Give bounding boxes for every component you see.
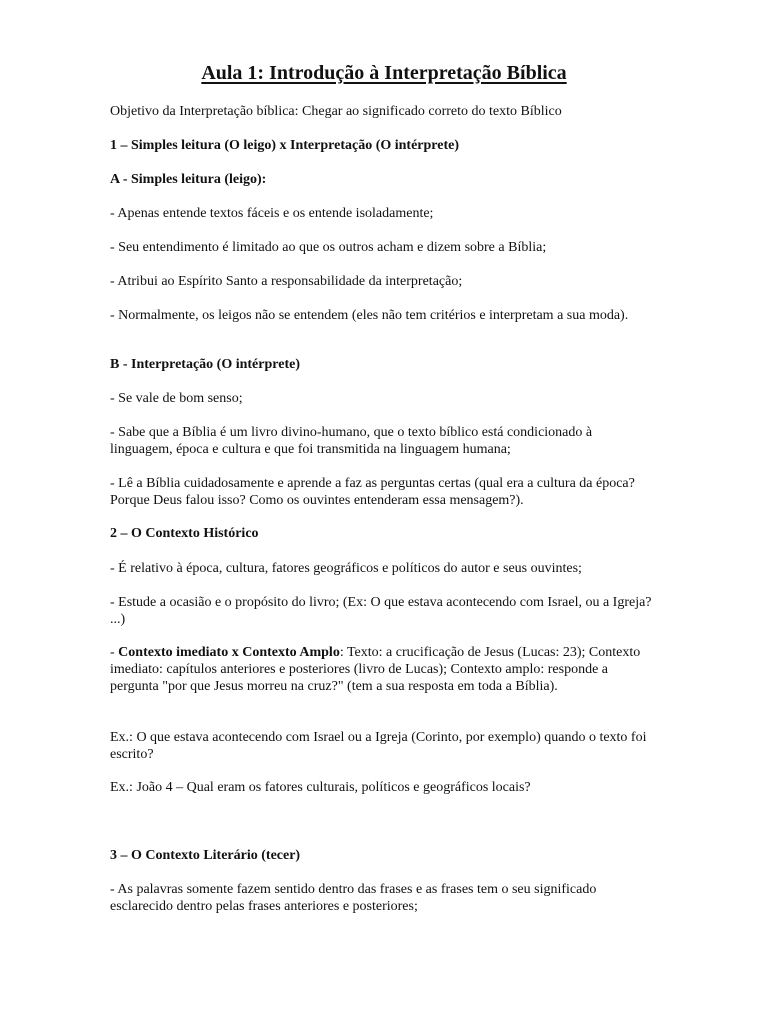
context-bold-term: Contexto imediato x Contexto Amplo — [118, 645, 340, 660]
document-title: Aula 1: Introdução à Interpretação Bíblica — [201, 62, 567, 84]
list-item: - Se vale de bom senso; — [110, 391, 243, 406]
list-item: - Lê a Bíblia cuidadosamente e aprende a faz as perguntas certas (qual era a cultura da época? Porque Deus falou isso? Como os ouvintes entenderam essa mensagem?). — [110, 476, 635, 508]
context-paragraph — [110, 644, 655, 695]
section-3-heading: 3 – O Contexto Literário (tecer) — [110, 848, 301, 863]
list-item: - É relativo à época, cultura, fatores geográficos e políticos do autor e seus ouvintes; — [110, 561, 582, 576]
subsection-a-heading: A - Simples leitura (leigo): — [110, 172, 267, 187]
list-item: - Normalmente, os leigos não se entendem (eles não tem critérios e interpretam a sua moda). — [110, 308, 629, 323]
subsection-b-heading: B - Interpretação (O intérprete) — [110, 357, 300, 372]
list-item: - Estude a ocasião e o propósito do livro; (Ex: O que estava acontecendo com Israel, ou a Igreja? ...) — [110, 595, 652, 627]
section-2-heading: 2 – O Contexto Histórico — [110, 526, 259, 541]
list-item: - Apenas entende textos fáceis e os entende isoladamente; — [110, 206, 434, 221]
section-1-heading: 1 – Simples leitura (O leigo) x Interpretação (O intérprete) — [110, 138, 460, 153]
list-item: - Seu entendimento é limitado ao que os outros acham e dizem sobre a Bíblia; — [110, 240, 547, 255]
context-prefix: - — [110, 645, 119, 660]
list-item: - Sabe que a Bíblia é um livro divino-humano, que o texto bíblico está condicionado à linguagem, época e cultura e que foi transmitida na linguagem humana; — [110, 425, 593, 457]
list-item: - Atribui ao Espírito Santo a responsabilidade da interpretação; — [110, 274, 463, 289]
objective-text: Objetivo da Interpretação bíblica: Chegar ao significado correto do texto Bíblico — [110, 104, 562, 119]
example-2: Ex.: João 4 – Qual eram os fatores culturais, políticos e geográficos locais? — [110, 780, 531, 795]
list-item: - As palavras somente fazem sentido dentro das frases e as frases tem o seu significado esclarecido dentro pelas frases anteriores e posteriores; — [110, 882, 597, 914]
example-1: Ex.: O que estava acontecendo com Israel ou a Igreja (Corinto, por exemplo) quando o texto foi escrito? — [110, 730, 647, 762]
context-rest-text: : Texto: a crucificação de Jesus (Lucas: 23); Contexto imediato: capítulos anteriores e posteriores (livro de Lucas); Contexto amplo: responde a pergunta "por que Jesus morreu na cruz?" (tem a sua resposta em toda a Bíblia). — [110, 645, 641, 694]
